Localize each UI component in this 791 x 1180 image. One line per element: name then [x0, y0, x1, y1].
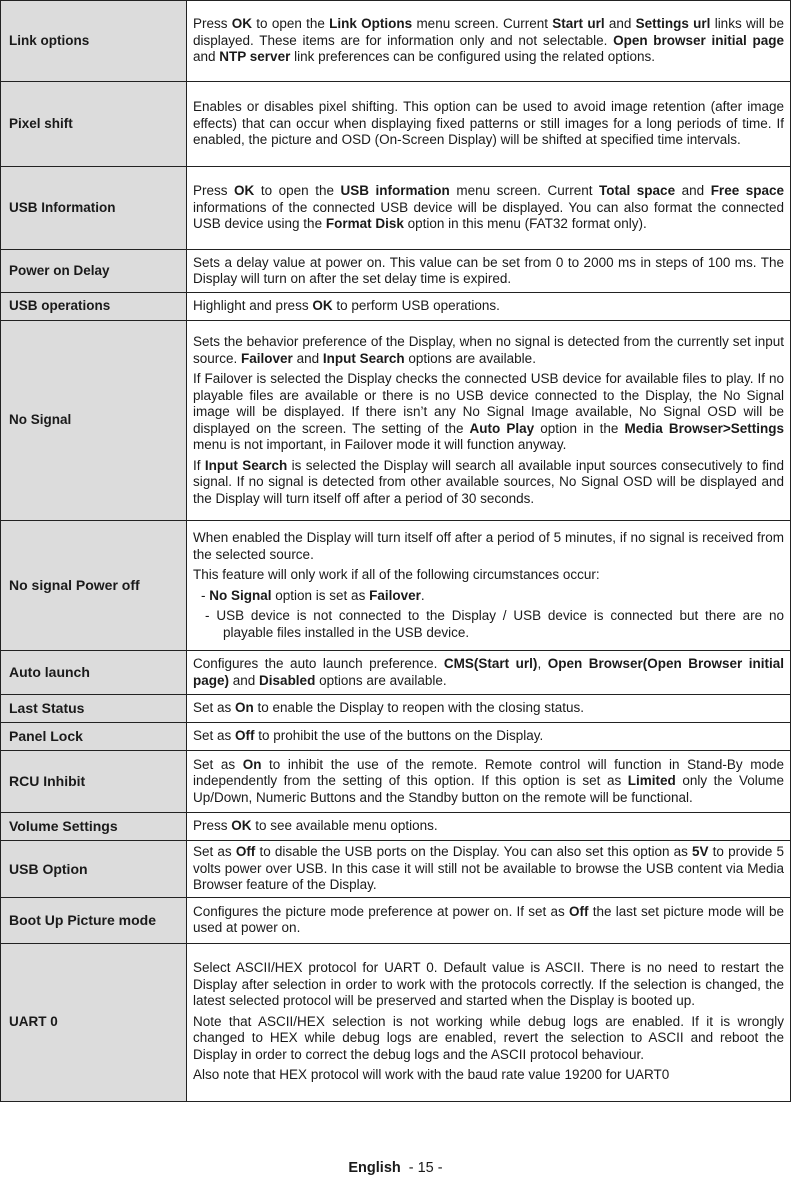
setting-description	[187, 897, 791, 943]
setting-name: No signal Power off	[1, 521, 187, 651]
setting-description	[187, 943, 791, 1101]
setting-description	[187, 723, 791, 751]
text-run: Set as	[193, 844, 236, 859]
description-paragraph	[193, 588, 784, 605]
bold-term: On	[242, 756, 262, 772]
text-run: If	[193, 457, 205, 473]
description-paragraph	[193, 458, 784, 508]
setting-row	[1, 1, 791, 82]
setting-description	[187, 813, 791, 841]
setting-row	[1, 82, 791, 167]
text-run: link preferences can be configured using the related options.	[290, 49, 656, 65]
setting-row	[1, 841, 791, 898]
bold-term: Auto Play	[469, 420, 535, 436]
bold-term: Open Browser(Open Browser initial page)	[193, 656, 785, 688]
setting-name: Auto launch	[1, 651, 187, 695]
bold-term: OK	[231, 16, 253, 32]
page-number: - 15 -	[408, 1160, 443, 1176]
text-run: Note that ASCII/HEX selection is not working while debug logs are enabled. If it is wrongly changed to HEX while debug logs are enabled, revert the selection to ASCII and reboot the Display in order to correct the debug logs and the ASCII protocol behaviour.	[193, 1013, 784, 1062]
setting-description	[187, 651, 791, 695]
text-run: Press	[193, 818, 232, 834]
bold-term: Media Browser>Settings	[624, 420, 785, 436]
text-run: Sets a delay value at power on. This value can be set from 0 to 2000 ms in steps of 100 ms. The Display will turn on after the set delay time is expired.	[193, 254, 784, 286]
text-run: .	[420, 587, 425, 603]
text-run: ,	[537, 656, 548, 671]
text-run: When enabled the Display will turn itself off after a period of 5 minutes, if no signal is received from the selected source.	[193, 530, 784, 562]
description-paragraph	[193, 1014, 784, 1064]
bold-term: Settings url	[635, 16, 711, 32]
setting-name: Power on Delay	[1, 250, 187, 293]
text-run: to open the	[254, 183, 341, 199]
text-run: Highlight and press	[193, 298, 313, 314]
description-paragraph	[193, 255, 784, 288]
setting-name: USB Information	[1, 167, 187, 250]
text-run: and	[229, 672, 260, 688]
text-run: menu screen. Current	[412, 16, 553, 32]
description-paragraph	[193, 757, 784, 807]
setting-name: USB operations	[1, 293, 187, 321]
setting-row	[1, 723, 791, 751]
description-paragraph	[193, 960, 784, 1010]
bold-term: On	[235, 700, 254, 716]
description-paragraph	[193, 728, 784, 745]
footer-language: English	[348, 1160, 401, 1176]
text-run: Enables or disables pixel shifting. This option can be used to avoid image retention (after image effects) that can occur when displaying fixed patterns or still images for a long periods of time. If enabled, the picture and OSD (On-Screen Display) will be shifted at specified time intervals.	[193, 99, 784, 148]
text-run: Configures the picture mode preference at power on. If set as	[193, 903, 570, 919]
setting-name: Pixel shift	[1, 82, 187, 167]
bold-term: USB information	[340, 183, 450, 199]
setting-name: Volume Settings	[1, 813, 187, 841]
setting-description	[187, 167, 791, 250]
setting-row	[1, 751, 791, 813]
bold-term: OK	[231, 818, 252, 834]
text-run: options are available.	[315, 672, 447, 688]
bold-term: Limited	[627, 773, 676, 789]
text-run: Also note that HEX protocol will work with the baud rate value 19200 for UART0	[193, 1067, 670, 1083]
text-run: Set as	[193, 728, 236, 744]
text-run: to open the	[252, 16, 330, 32]
page-footer	[0, 1160, 791, 1176]
text-run: to provide 5 volts power over USB. In this case it will still not be available to browse the USB content via Media Browser feature of the Display.	[193, 844, 785, 892]
text-run: Select ASCII/HEX protocol for UART 0. Default value is ASCII. There is no need to restart the Display after selection in order to work with the protocols correctly. If the selection is changed, the latest selected protocol will be preserved and started when the Display is booted up.	[193, 960, 784, 1009]
setting-row	[1, 651, 791, 695]
bold-term: Format Disk	[325, 216, 404, 232]
bold-term: CMS(Start url)	[443, 656, 538, 671]
bold-term: Failover	[241, 350, 293, 366]
text-run: Configures the auto launch preference.	[193, 656, 444, 671]
text-run: the last set picture mode will be used at power on.	[193, 903, 785, 935]
setting-row	[1, 695, 791, 723]
bold-term: Link Options	[329, 16, 413, 32]
text-run: links will be displayed. These items are for information only and not selectable.	[193, 16, 784, 48]
description-paragraph	[193, 608, 784, 641]
text-run: to prohibit the use of the buttons on the Display.	[254, 728, 544, 744]
text-run: options are available.	[404, 350, 536, 366]
text-run: If Failover is selected the Display checks the connected USB device for available files to play. If no playable files are available or there is no USB device connected to the Display, the No Signal image will be displayed. If there isn’t any No Signal Image available, No Signal OSD will be displayed on the screen. The setting of the	[193, 371, 784, 436]
bold-term: Off	[235, 728, 255, 744]
text-run: - USB device is not connected to the Display / USB device is connected but there are no playable files installed in the USB device.	[205, 608, 784, 640]
setting-name: Boot Up Picture mode	[1, 897, 187, 943]
text-run: to enable the Display to reopen with the closing status.	[253, 700, 584, 716]
text-run: Set as	[193, 756, 243, 772]
bold-term: OK	[234, 183, 255, 199]
setting-name: Link options	[1, 1, 187, 82]
setting-name: USB Option	[1, 841, 187, 898]
bold-term: Open browser initial page	[613, 32, 784, 48]
setting-description	[187, 521, 791, 651]
description-paragraph	[193, 818, 784, 835]
description-paragraph	[193, 530, 784, 563]
setting-row	[1, 897, 791, 943]
text-run: and	[292, 350, 323, 366]
text-run: menu screen. Current	[449, 183, 600, 199]
setting-row	[1, 321, 791, 521]
bold-term: Disabled	[259, 672, 316, 688]
bold-term: Failover	[369, 587, 421, 603]
bold-term: Input Search	[204, 457, 288, 473]
description-paragraph	[193, 16, 784, 66]
description-paragraph	[193, 844, 784, 894]
bold-term: OK	[312, 298, 333, 314]
description-paragraph	[193, 371, 784, 454]
description-paragraph	[193, 700, 784, 717]
setting-description	[187, 293, 791, 321]
description-paragraph	[193, 904, 784, 937]
text-run: is selected the Display will search all available input sources consecutively to find signal. If no signal is detected from other available sources, No Signal OSD will be displayed and the Display will turn itself off after a period of 30 seconds.	[193, 457, 784, 506]
setting-name: RCU Inhibit	[1, 751, 187, 813]
description-paragraph	[193, 656, 784, 689]
text-run: to see available menu options.	[251, 818, 438, 834]
bold-term: No Signal	[209, 587, 272, 603]
text-run: to disable the USB ports on the Display. You can also set this option as	[255, 844, 693, 859]
text-run: option in the	[534, 420, 625, 436]
text-run: menu is not important, in Failover mode it will function anyway.	[193, 437, 567, 452]
description-paragraph	[193, 99, 784, 149]
bold-term: 5V	[692, 844, 709, 859]
text-run: This feature will only work if all of the following circumstances occur:	[193, 567, 600, 582]
bold-term: Input Search	[322, 350, 405, 366]
text-run: option is set as	[271, 587, 370, 603]
setting-name: Last Status	[1, 695, 187, 723]
settings-table-body	[1, 1, 791, 1102]
text-run: and	[675, 183, 711, 199]
setting-description	[187, 841, 791, 898]
bold-term: NTP server	[219, 49, 291, 65]
bold-term: Free space	[710, 183, 785, 199]
setting-description	[187, 695, 791, 723]
setting-name: Panel Lock	[1, 723, 187, 751]
bold-term: Off	[569, 903, 589, 919]
text-run: and	[193, 49, 220, 65]
bold-term: Off	[235, 844, 256, 859]
setting-description	[187, 751, 791, 813]
text-run: Set as	[193, 700, 236, 716]
description-paragraph	[193, 298, 784, 315]
setting-row	[1, 943, 791, 1101]
text-run: to perform USB operations.	[332, 298, 500, 314]
text-run: to inhibit the use of the remote. Remote control will function in Stand-By mode independently from the setting of this option. If this option is set as	[193, 756, 784, 789]
setting-description	[187, 321, 791, 521]
text-run: option in this menu (FAT32 format only).	[403, 216, 647, 232]
text-run: Sets the behavior preference of the Display, when no signal is detected from the currently set input source.	[193, 334, 784, 366]
setting-row	[1, 167, 791, 250]
setting-row	[1, 521, 791, 651]
setting-name: UART 0	[1, 943, 187, 1101]
setting-description	[187, 82, 791, 167]
setting-row	[1, 293, 791, 321]
setting-description	[187, 250, 791, 293]
setting-row	[1, 813, 791, 841]
text-run: informations of the connected USB device will be displayed. You can also format the connected USB device using the	[193, 199, 784, 232]
text-run: only the Volume Up/Down, Numeric Buttons and the Standby button on the remote will be functional.	[193, 773, 784, 805]
setting-name: No Signal	[1, 321, 187, 521]
description-paragraph	[193, 183, 784, 233]
text-run: -	[201, 587, 210, 603]
bold-term: Total space	[599, 183, 676, 199]
setting-description	[187, 1, 791, 82]
description-paragraph	[193, 567, 784, 584]
bold-term: Start url	[552, 16, 605, 32]
description-paragraph	[193, 334, 784, 367]
description-paragraph	[193, 1067, 784, 1084]
text-run: and	[604, 16, 636, 32]
text-run: Press	[193, 16, 232, 32]
text-run: Press	[193, 183, 235, 199]
setting-row	[1, 250, 791, 293]
